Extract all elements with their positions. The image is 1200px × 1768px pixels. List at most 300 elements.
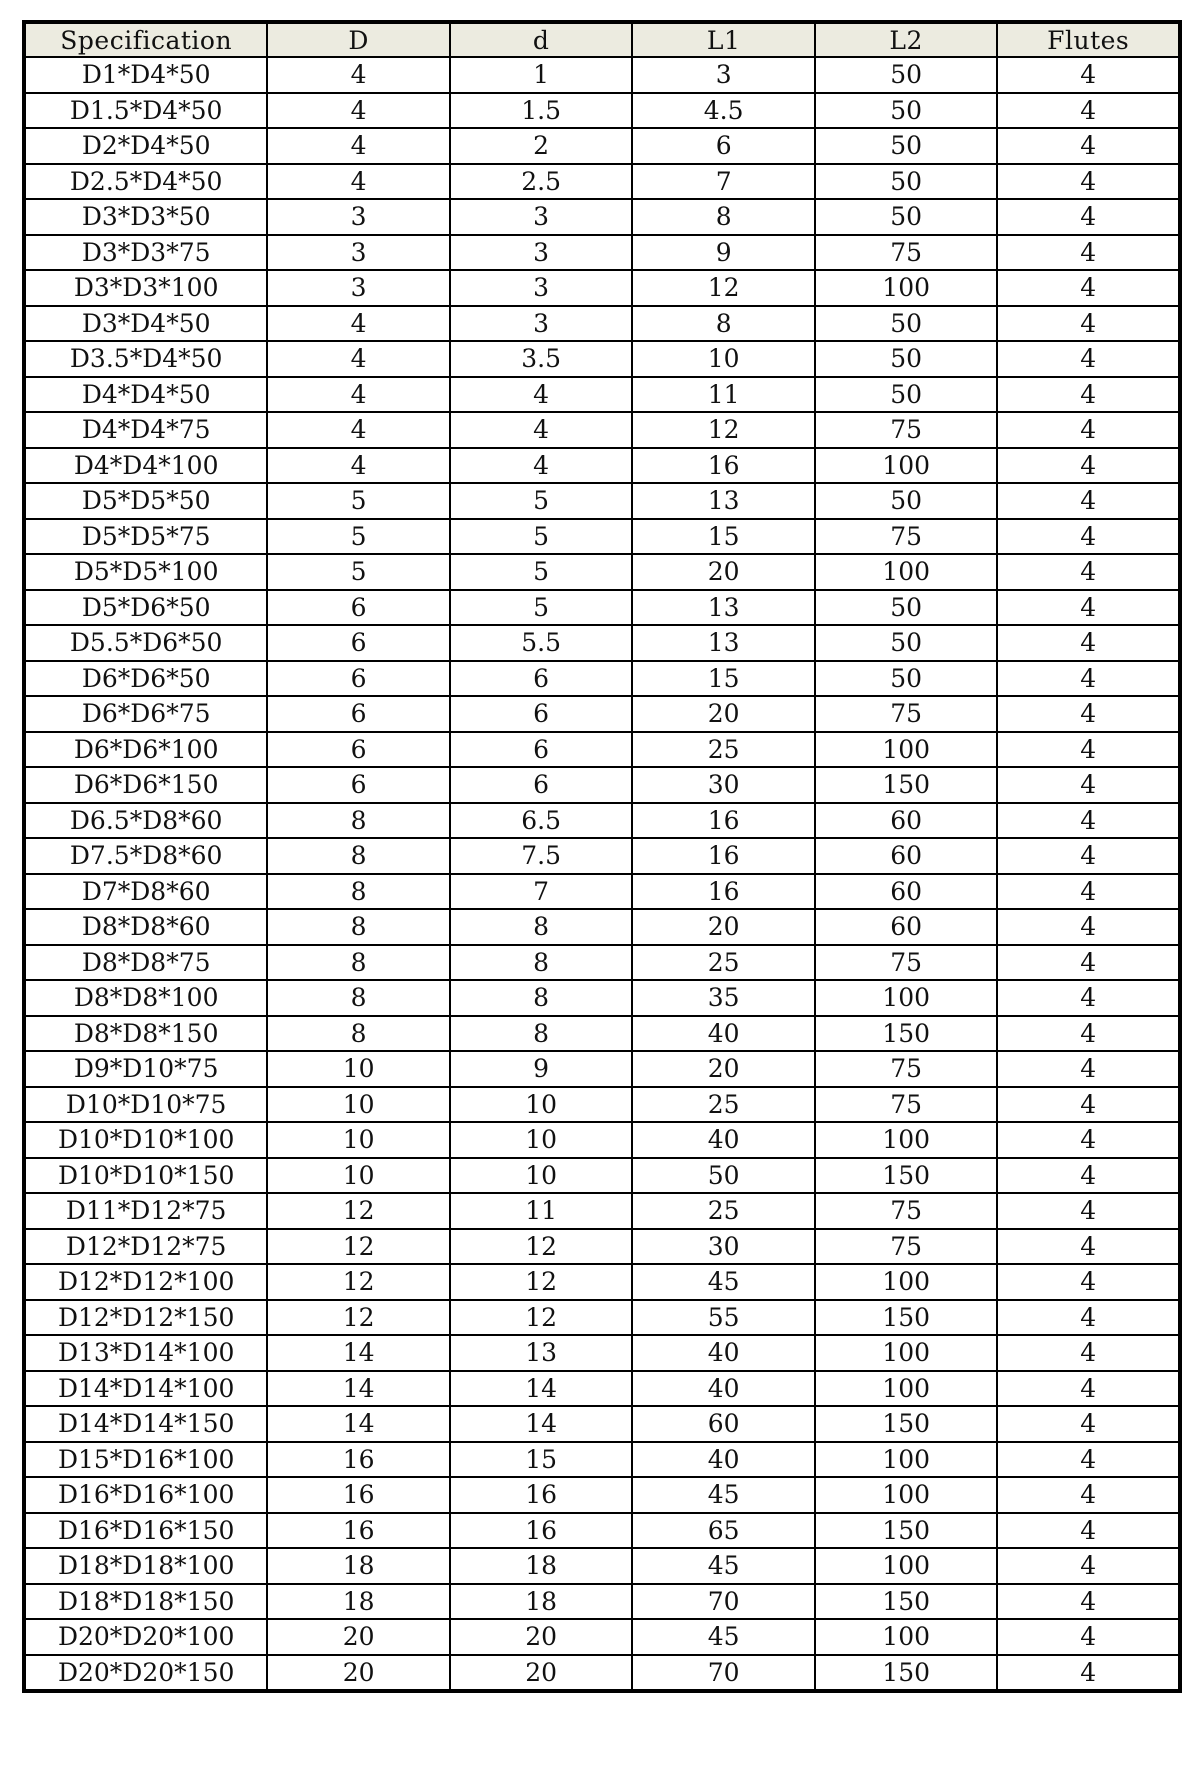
cell-specification: D16*D16*150 [24,1513,267,1549]
cell-D: 8 [267,838,450,874]
cell-specification: D1*D4*50 [24,57,267,93]
cell-L1: 40 [632,1335,815,1371]
table-row [24,306,1180,342]
table-row [24,341,1180,377]
cell-specification: D3*D3*50 [24,199,267,235]
cell-L1: 12 [632,412,815,448]
cell-d: 8 [450,1016,633,1052]
table-row [24,1371,1180,1407]
cell-D: 12 [267,1229,450,1265]
table-row [24,1051,1180,1087]
table-row [24,838,1180,874]
cell-D: 4 [267,128,450,164]
cell-specification: D7*D8*60 [24,874,267,910]
cell-flutes: 4 [997,945,1180,981]
cell-specification: D5.5*D6*50 [24,625,267,661]
cell-specification: D8*D8*60 [24,909,267,945]
cell-D: 10 [267,1122,450,1158]
cell-L1: 8 [632,306,815,342]
cell-L2: 75 [815,1087,998,1123]
table-row [24,1619,1180,1655]
cell-D: 6 [267,590,450,626]
cell-flutes: 4 [997,1051,1180,1087]
cell-specification: D8*D8*100 [24,980,267,1016]
cell-L1: 16 [632,803,815,839]
cell-L1: 25 [632,1193,815,1229]
cell-L1: 70 [632,1584,815,1620]
cell-D: 3 [267,199,450,235]
cell-D: 4 [267,341,450,377]
cell-flutes: 4 [997,93,1180,129]
cell-flutes: 4 [997,199,1180,235]
table-row [24,1300,1180,1336]
cell-flutes: 4 [997,519,1180,555]
cell-L2: 150 [815,1655,998,1692]
cell-L2: 100 [815,1122,998,1158]
cell-flutes: 4 [997,909,1180,945]
cell-flutes: 4 [997,1584,1180,1620]
cell-specification: D18*D18*150 [24,1584,267,1620]
cell-L2: 100 [815,1548,998,1584]
cell-d: 6 [450,696,633,732]
cell-flutes: 4 [997,270,1180,306]
cell-L2: 150 [815,1584,998,1620]
cell-D: 4 [267,164,450,200]
cell-flutes: 4 [997,483,1180,519]
cell-flutes: 4 [997,590,1180,626]
cell-L2: 150 [815,1300,998,1336]
table-row [24,803,1180,839]
cell-specification: D1.5*D4*50 [24,93,267,129]
cell-specification: D12*D12*100 [24,1264,267,1300]
cell-L2: 75 [815,945,998,981]
cell-flutes: 4 [997,1193,1180,1229]
table-row [24,1193,1180,1229]
cell-flutes: 4 [997,164,1180,200]
cell-specification: D3*D3*100 [24,270,267,306]
cell-specification: D3*D4*50 [24,306,267,342]
cell-flutes: 4 [997,412,1180,448]
cell-L2: 50 [815,661,998,697]
cell-specification: D5*D5*50 [24,483,267,519]
table-row [24,93,1180,129]
table-row [24,945,1180,981]
cell-L1: 40 [632,1122,815,1158]
cell-flutes: 4 [997,1016,1180,1052]
cell-flutes: 4 [997,803,1180,839]
cell-d: 10 [450,1087,633,1123]
cell-D: 8 [267,874,450,910]
cell-flutes: 4 [997,661,1180,697]
cell-D: 8 [267,945,450,981]
cell-L1: 16 [632,448,815,484]
cell-L1: 6 [632,128,815,164]
cell-specification: D6.5*D8*60 [24,803,267,839]
header-L2: L2 [815,22,998,57]
cell-specification: D10*D10*100 [24,1122,267,1158]
cell-D: 4 [267,412,450,448]
cell-D: 8 [267,909,450,945]
cell-L1: 20 [632,909,815,945]
cell-D: 12 [267,1300,450,1336]
table-body [24,57,1180,1691]
cell-flutes: 4 [997,306,1180,342]
cell-d: 4 [450,377,633,413]
table-row [24,625,1180,661]
cell-L1: 13 [632,590,815,626]
table-row [24,874,1180,910]
header-flutes: Flutes [997,22,1180,57]
cell-flutes: 4 [997,767,1180,803]
cell-L2: 150 [815,1513,998,1549]
cell-L2: 50 [815,199,998,235]
table-row [24,590,1180,626]
table-row [24,1016,1180,1052]
cell-L1: 30 [632,1229,815,1265]
table-row [24,1584,1180,1620]
cell-L1: 4.5 [632,93,815,129]
cell-D: 18 [267,1584,450,1620]
cell-D: 5 [267,554,450,590]
cell-specification: D16*D16*100 [24,1477,267,1513]
cell-specification: D6*D6*50 [24,661,267,697]
table-row [24,1477,1180,1513]
cell-d: 20 [450,1655,633,1692]
cell-L1: 15 [632,661,815,697]
table-row [24,1406,1180,1442]
cell-d: 5 [450,483,633,519]
cell-D: 14 [267,1406,450,1442]
cell-specification: D8*D8*75 [24,945,267,981]
cell-L1: 60 [632,1406,815,1442]
cell-L1: 9 [632,235,815,271]
cell-d: 16 [450,1477,633,1513]
cell-L1: 13 [632,625,815,661]
table-row [24,732,1180,768]
cell-L2: 75 [815,412,998,448]
cell-specification: D9*D10*75 [24,1051,267,1087]
cell-D: 8 [267,1016,450,1052]
cell-D: 16 [267,1477,450,1513]
cell-d: 18 [450,1548,633,1584]
cell-d: 2.5 [450,164,633,200]
cell-L2: 60 [815,909,998,945]
cell-D: 5 [267,519,450,555]
cell-L2: 150 [815,767,998,803]
table-row [24,1229,1180,1265]
cell-L2: 50 [815,341,998,377]
cell-L2: 50 [815,57,998,93]
cell-D: 10 [267,1051,450,1087]
cell-flutes: 4 [997,57,1180,93]
cell-D: 10 [267,1087,450,1123]
table-row [24,1158,1180,1194]
cell-d: 2 [450,128,633,164]
header-specification: Specification [24,22,267,57]
cell-d: 8 [450,909,633,945]
cell-specification: D2.5*D4*50 [24,164,267,200]
cell-L2: 75 [815,696,998,732]
cell-L1: 20 [632,554,815,590]
cell-L1: 35 [632,980,815,1016]
cell-L1: 11 [632,377,815,413]
header-row [24,22,1180,57]
cell-flutes: 4 [997,1655,1180,1692]
cell-flutes: 4 [997,1335,1180,1371]
cell-d: 16 [450,1513,633,1549]
cell-L2: 100 [815,1619,998,1655]
cell-L2: 60 [815,803,998,839]
table-row [24,1548,1180,1584]
cell-D: 4 [267,377,450,413]
cell-L2: 100 [815,1371,998,1407]
table-row [24,377,1180,413]
cell-specification: D4*D4*50 [24,377,267,413]
cell-D: 18 [267,1548,450,1584]
cell-D: 6 [267,625,450,661]
cell-d: 14 [450,1406,633,1442]
spec-table [22,20,1182,1693]
table-row [24,448,1180,484]
cell-L1: 25 [632,1087,815,1123]
cell-D: 4 [267,93,450,129]
cell-d: 3 [450,306,633,342]
table-row [24,235,1180,271]
cell-d: 3 [450,235,633,271]
header-d: d [450,22,633,57]
cell-L1: 7 [632,164,815,200]
cell-L2: 60 [815,838,998,874]
cell-L2: 75 [815,235,998,271]
cell-flutes: 4 [997,625,1180,661]
cell-D: 6 [267,767,450,803]
cell-L1: 40 [632,1442,815,1478]
cell-specification: D3*D3*75 [24,235,267,271]
cell-L2: 50 [815,164,998,200]
cell-D: 4 [267,57,450,93]
cell-d: 10 [450,1122,633,1158]
table-row [24,1655,1180,1692]
cell-specification: D7.5*D8*60 [24,838,267,874]
cell-L2: 75 [815,1193,998,1229]
header-D: D [267,22,450,57]
cell-specification: D20*D20*100 [24,1619,267,1655]
cell-L2: 100 [815,1442,998,1478]
cell-d: 6.5 [450,803,633,839]
cell-d: 15 [450,1442,633,1478]
cell-specification: D5*D5*75 [24,519,267,555]
cell-specification: D14*D14*100 [24,1371,267,1407]
cell-d: 5 [450,554,633,590]
cell-L1: 16 [632,874,815,910]
cell-specification: D13*D14*100 [24,1335,267,1371]
cell-L1: 45 [632,1619,815,1655]
cell-flutes: 4 [997,732,1180,768]
cell-D: 14 [267,1335,450,1371]
cell-specification: D14*D14*150 [24,1406,267,1442]
cell-L2: 100 [815,270,998,306]
cell-d: 11 [450,1193,633,1229]
cell-d: 5 [450,590,633,626]
cell-L2: 150 [815,1158,998,1194]
cell-d: 1.5 [450,93,633,129]
cell-specification: D12*D12*75 [24,1229,267,1265]
cell-L2: 100 [815,554,998,590]
cell-D: 10 [267,1158,450,1194]
cell-D: 3 [267,235,450,271]
cell-flutes: 4 [997,1122,1180,1158]
cell-L1: 45 [632,1264,815,1300]
table-row [24,696,1180,732]
cell-flutes: 4 [997,696,1180,732]
cell-D: 6 [267,696,450,732]
cell-d: 9 [450,1051,633,1087]
cell-specification: D10*D10*150 [24,1158,267,1194]
cell-specification: D8*D8*150 [24,1016,267,1052]
cell-L1: 40 [632,1371,815,1407]
cell-L2: 50 [815,128,998,164]
cell-flutes: 4 [997,1619,1180,1655]
cell-L2: 75 [815,1229,998,1265]
cell-L1: 65 [632,1513,815,1549]
cell-flutes: 4 [997,1264,1180,1300]
table-row [24,1513,1180,1549]
cell-d: 7.5 [450,838,633,874]
cell-D: 12 [267,1193,450,1229]
cell-L2: 50 [815,306,998,342]
cell-specification: D10*D10*75 [24,1087,267,1123]
cell-L2: 100 [815,1335,998,1371]
cell-d: 12 [450,1229,633,1265]
table-row [24,199,1180,235]
cell-flutes: 4 [997,1406,1180,1442]
cell-D: 20 [267,1655,450,1692]
cell-L1: 12 [632,270,815,306]
cell-D: 4 [267,306,450,342]
cell-flutes: 4 [997,1513,1180,1549]
cell-specification: D20*D20*150 [24,1655,267,1692]
cell-L2: 100 [815,448,998,484]
cell-d: 6 [450,767,633,803]
cell-flutes: 4 [997,1158,1180,1194]
cell-D: 20 [267,1619,450,1655]
cell-L2: 50 [815,483,998,519]
table-row [24,128,1180,164]
cell-D: 5 [267,483,450,519]
cell-D: 6 [267,661,450,697]
table-row [24,767,1180,803]
cell-L2: 100 [815,1477,998,1513]
cell-d: 5.5 [450,625,633,661]
cell-L1: 70 [632,1655,815,1692]
cell-D: 8 [267,803,450,839]
header-L1: L1 [632,22,815,57]
cell-d: 12 [450,1300,633,1336]
cell-L1: 8 [632,199,815,235]
cell-L2: 75 [815,1051,998,1087]
cell-flutes: 4 [997,1087,1180,1123]
table-row [24,661,1180,697]
cell-d: 3 [450,270,633,306]
cell-d: 4 [450,448,633,484]
cell-flutes: 4 [997,1477,1180,1513]
cell-L1: 20 [632,696,815,732]
cell-L2: 50 [815,93,998,129]
table-row [24,1087,1180,1123]
table-row [24,980,1180,1016]
cell-flutes: 4 [997,377,1180,413]
cell-L2: 50 [815,377,998,413]
cell-d: 6 [450,732,633,768]
table-row [24,1122,1180,1158]
cell-specification: D6*D6*75 [24,696,267,732]
cell-specification: D5*D5*100 [24,554,267,590]
cell-flutes: 4 [997,1548,1180,1584]
cell-specification: D6*D6*150 [24,767,267,803]
cell-L2: 100 [815,1264,998,1300]
table-row [24,412,1180,448]
cell-d: 5 [450,519,633,555]
cell-d: 4 [450,412,633,448]
cell-d: 6 [450,661,633,697]
cell-flutes: 4 [997,980,1180,1016]
cell-L1: 40 [632,1016,815,1052]
cell-L1: 30 [632,767,815,803]
cell-d: 8 [450,980,633,1016]
cell-L1: 13 [632,483,815,519]
cell-specification: D3.5*D4*50 [24,341,267,377]
cell-d: 20 [450,1619,633,1655]
cell-L2: 75 [815,519,998,555]
cell-d: 13 [450,1335,633,1371]
cell-L2: 150 [815,1406,998,1442]
cell-L2: 50 [815,625,998,661]
cell-flutes: 4 [997,1300,1180,1336]
cell-d: 10 [450,1158,633,1194]
cell-L1: 50 [632,1158,815,1194]
cell-D: 8 [267,980,450,1016]
cell-d: 7 [450,874,633,910]
cell-flutes: 4 [997,1229,1180,1265]
cell-L1: 25 [632,732,815,768]
cell-L1: 10 [632,341,815,377]
cell-flutes: 4 [997,341,1180,377]
cell-specification: D11*D12*75 [24,1193,267,1229]
cell-flutes: 4 [997,554,1180,590]
cell-specification: D4*D4*75 [24,412,267,448]
cell-L1: 20 [632,1051,815,1087]
cell-d: 1 [450,57,633,93]
cell-D: 16 [267,1513,450,1549]
cell-L1: 55 [632,1300,815,1336]
cell-specification: D12*D12*150 [24,1300,267,1336]
cell-L2: 60 [815,874,998,910]
table-row [24,57,1180,93]
cell-d: 18 [450,1584,633,1620]
table-row [24,909,1180,945]
table-row [24,1264,1180,1300]
cell-flutes: 4 [997,874,1180,910]
cell-D: 3 [267,270,450,306]
table-row [24,164,1180,200]
cell-specification: D18*D18*100 [24,1548,267,1584]
cell-d: 8 [450,945,633,981]
table-row [24,483,1180,519]
cell-flutes: 4 [997,235,1180,271]
table-row [24,554,1180,590]
cell-d: 3.5 [450,341,633,377]
cell-D: 6 [267,732,450,768]
